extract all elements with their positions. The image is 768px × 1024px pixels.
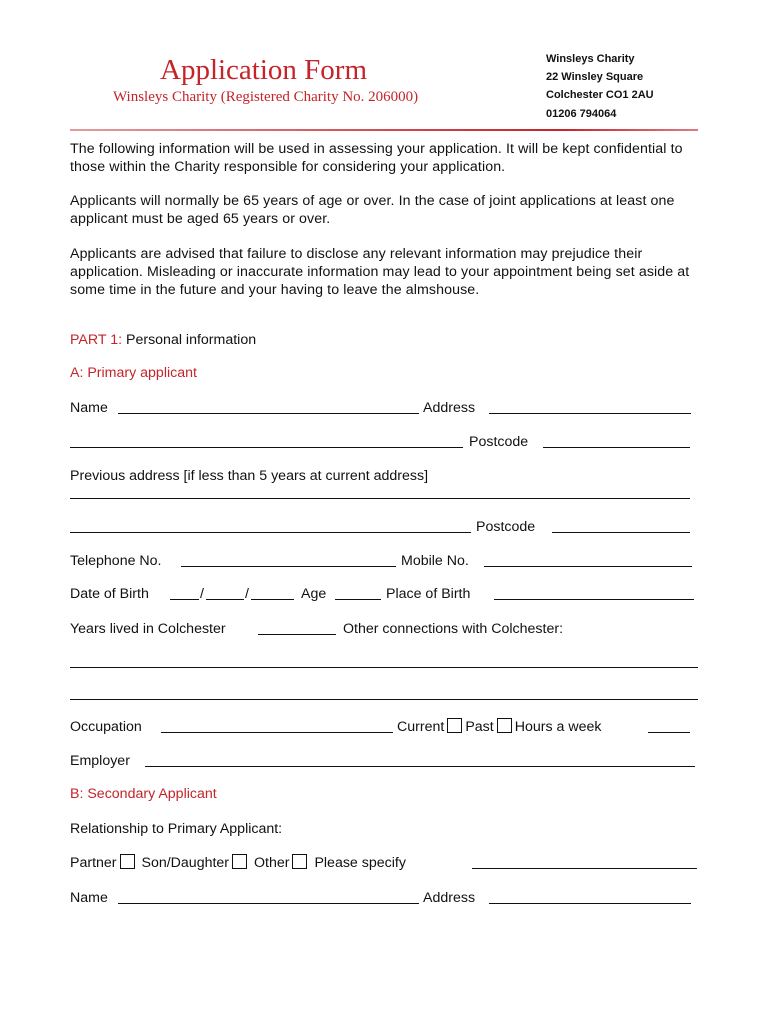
other-connections-field-line-2[interactable] — [70, 699, 698, 700]
label-employer: Employer — [70, 753, 130, 769]
address-line-1: Winsleys Charity — [546, 53, 635, 65]
address-field-a-line-2[interactable] — [70, 447, 463, 448]
dob-separator-2: / — [245, 586, 249, 602]
label-date-of-birth: Date of Birth — [70, 586, 149, 602]
label-hours-a-week: Hours a week — [514, 719, 602, 735]
label-address-a: Address — [423, 400, 476, 416]
form-title: Application Form — [160, 54, 368, 86]
age-field[interactable] — [335, 599, 381, 600]
place-of-birth-field[interactable] — [494, 599, 694, 600]
please-specify-field[interactable] — [472, 868, 697, 869]
form-subtitle: Winsleys Charity (Registered Charity No. 206000) — [113, 89, 419, 105]
label-please-specify: Please specify — [314, 855, 406, 871]
telephone-field[interactable] — [181, 566, 396, 567]
label-name-a: Name — [70, 400, 108, 416]
label-occupation: Occupation — [70, 719, 142, 735]
occupation-field[interactable] — [161, 732, 393, 733]
label-mobile: Mobile No. — [401, 553, 469, 569]
employer-field[interactable] — [145, 766, 695, 767]
past-checkbox[interactable] — [497, 718, 512, 733]
label-telephone: Telephone No. — [70, 553, 162, 569]
intro-paragraph-1: The following information will be used in assessing your application. It will be kept confidential to those within the Charity responsible for considering your application. — [70, 141, 683, 175]
label-previous-address: Previous address [if less than 5 years at current address] — [70, 468, 429, 484]
label-son-daughter: Son/Daughter — [141, 855, 230, 871]
son-daughter-checkbox[interactable] — [232, 854, 247, 869]
label-postcode-a: Postcode — [469, 434, 529, 450]
intro-paragraph-3: Applicants are advised that failure to disclose any relevant information may prejudice their application. Misleading or inaccurate information may lead to your appointment being set aside at some time in the future and your having to leave the almshouse. — [70, 246, 690, 298]
label-current: Current — [397, 719, 445, 735]
label-place-of-birth: Place of Birth — [386, 586, 471, 602]
years-lived-field[interactable] — [258, 634, 336, 635]
previous-address-field-line-2[interactable] — [70, 532, 471, 533]
address-phone: 01206 794064 — [546, 108, 617, 120]
hours-a-week-field[interactable] — [648, 732, 690, 733]
section-b-heading: B: Secondary Applicant — [70, 786, 217, 802]
label-other: Other — [254, 855, 290, 871]
address-line-3: Colchester CO1 2AU — [546, 89, 654, 101]
dob-day-field[interactable] — [170, 599, 199, 600]
occupation-current-option — [397, 718, 601, 736]
address-line-2: 22 Winsley Square — [546, 71, 644, 83]
label-address-b: Address — [423, 890, 476, 906]
label-name-b: Name — [70, 890, 108, 906]
other-checkbox[interactable] — [292, 854, 307, 869]
part-1-heading — [70, 331, 256, 349]
previous-address-field-line-1[interactable] — [70, 498, 690, 499]
dob-year-field[interactable] — [251, 599, 294, 600]
dob-separator-1: / — [200, 586, 204, 602]
partner-checkbox[interactable] — [120, 854, 135, 869]
postcode-field-previous[interactable] — [552, 532, 690, 533]
label-partner: Partner — [70, 855, 117, 871]
mobile-field[interactable] — [484, 566, 692, 567]
label-postcode-previous: Postcode — [476, 519, 536, 535]
name-field-b[interactable] — [118, 903, 419, 904]
postcode-field-a[interactable] — [543, 447, 690, 448]
label-past: Past — [465, 719, 494, 735]
header-divider — [70, 129, 698, 131]
label-relationship: Relationship to Primary Applicant: — [70, 821, 283, 837]
intro-paragraph-2: Applicants will normally be 65 years of age or over. In the case of joint applications at least one applicant must be aged 65 years or over. — [70, 193, 675, 227]
part-1-label: PART 1: — [70, 332, 123, 348]
address-field-b[interactable] — [489, 903, 691, 904]
label-other-connections: Other connections with Colchester: — [343, 621, 564, 637]
name-field-a[interactable] — [118, 413, 419, 414]
section-a-heading: A: Primary applicant — [70, 365, 197, 381]
label-years-lived: Years lived in Colchester — [70, 621, 226, 637]
other-connections-field-line-1[interactable] — [70, 667, 698, 668]
address-field-a[interactable] — [489, 413, 691, 414]
part-1-title: Personal information — [126, 332, 257, 348]
label-age: Age — [301, 586, 327, 602]
relationship-options — [70, 854, 406, 872]
current-checkbox[interactable] — [447, 718, 462, 733]
dob-month-field[interactable] — [206, 599, 244, 600]
